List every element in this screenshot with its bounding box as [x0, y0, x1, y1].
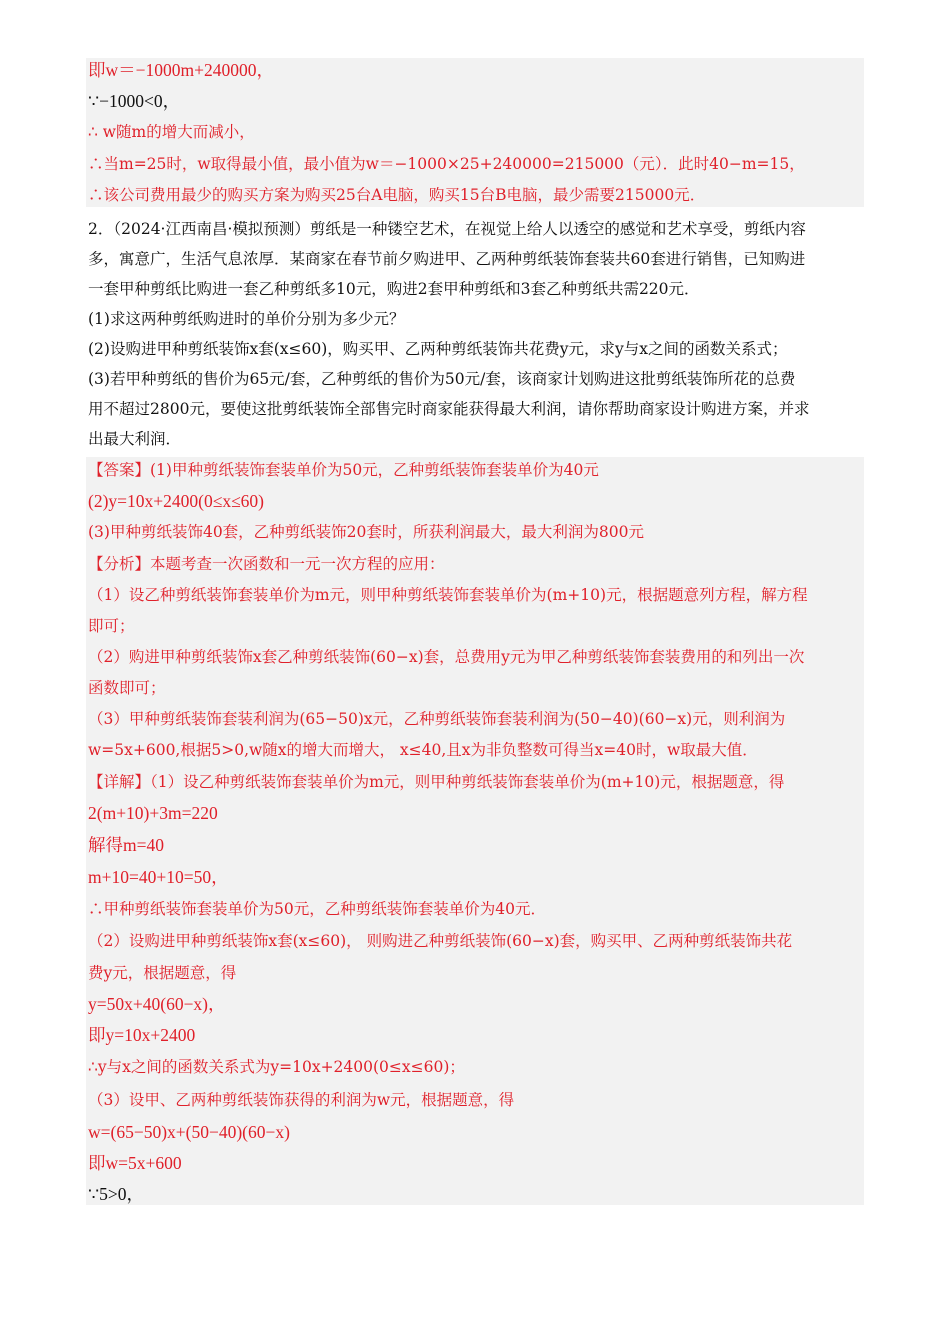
- analysis-line: 函数即可；: [88, 679, 166, 697]
- analysis-line: （1）设乙种剪纸装饰套装单价为m元，则甲种剪纸装饰套装单价为(m+10)元，根据题意列方程，解方程: [88, 586, 808, 604]
- detail-line: 费y元，根据题意，得: [88, 964, 237, 982]
- detail-line: （2）设购进甲种剪纸装饰x套(x≤60)， 则购进乙种剪纸装饰(60−x)套，购买甲、乙两种剪纸装饰共花: [88, 932, 793, 950]
- question-line: (2)设购进甲种剪纸装饰x套(x≤60)，购买甲、乙两种剪纸装饰共花费y元，求y与x之间的函数关系式；: [88, 340, 788, 358]
- question-line: (1)求这两种剪纸购进时的单价分别为多少元？: [88, 310, 405, 328]
- analysis-line: （2）购进甲种剪纸装饰x套乙种剪纸装饰(60−x)套，总费用y元为甲乙种剪纸装饰套装费用的和列出一次: [88, 648, 805, 666]
- detail-line: 解得m=40: [88, 835, 164, 855]
- text-line: ∵−1000<0，: [88, 91, 181, 111]
- detail-line: ∵5>0，: [88, 1184, 145, 1204]
- question-line: 用不超过2800元，要使这批剪纸装饰全部售完时商家能获得最大利润，请你帮助商家设计购进方案，并求: [88, 400, 810, 418]
- answer-line: (3)甲种剪纸装饰40套，乙种剪纸装饰20套时，所获利润最大，最大利润为800元: [88, 523, 644, 541]
- answer-line: 【答案】(1)甲种剪纸装饰套装单价为50元，乙种剪纸装饰套装单价为40元: [88, 461, 599, 479]
- detail-line: （3）设甲、乙两种剪纸装饰获得的利润为w元，根据题意，得: [88, 1091, 515, 1109]
- detail-line: ∴y与x之间的函数关系式为y=10x+2400(0≤x≤60)；: [88, 1058, 465, 1076]
- text-line: 即w＝−1000m+240000，: [88, 60, 274, 80]
- analysis-line: 【分析】本题考查一次函数和一元一次方程的应用：: [88, 555, 445, 573]
- analysis-line: （3）甲种剪纸装饰套装利润为(65−50)x元，乙种剪纸装饰套装利润为(50−40)(60−x)元，则利润为: [88, 710, 786, 728]
- detail-line: y=50x+40(60−x)，: [88, 994, 226, 1014]
- question-line: 2．（2024·江西南昌·模拟预测）剪纸是一种镂空艺术，在视觉上给人以透空的感觉和艺术享受，剪纸内容: [88, 220, 806, 238]
- detail-line: 即y=10x+2400: [88, 1025, 196, 1045]
- question-line: 多，寓意广，生活气息浓厚．某商家在春节前夕购进甲、乙两种剪纸装饰套装共60套进行销售，已知购进: [88, 250, 806, 268]
- detail-line: 2(m+10)+3m=220: [88, 803, 218, 823]
- question-line: 一套甲种剪纸比购进一套乙种剪纸多10元，购进2套甲种剪纸和3套乙种剪纸共需220元．: [88, 280, 700, 298]
- detail-line: ∴甲种剪纸装饰套装单价为50元，乙种剪纸装饰套装单价为40元．: [88, 900, 546, 918]
- question-line: (3)若甲种剪纸的售价为65元/套，乙种剪纸的售价为50元/套，该商家计划购进这批剪纸装饰所花的总费: [88, 370, 796, 388]
- analysis-line: 即可；: [88, 617, 135, 635]
- detail-line: 【详解】（1）设乙种剪纸装饰套装单价为m元，则甲种剪纸装饰套装单价为(m+10)元，根据题意，得: [88, 773, 785, 791]
- question-line: 出最大利润．: [88, 430, 182, 448]
- detail-line: w=(65−50)x+(50−40)(60−x): [88, 1122, 290, 1142]
- detail-line: m+10=40+10=50，: [88, 867, 229, 887]
- text-line: ∴该公司费用最少的购买方案为购买25台A电脑，购买15台B电脑，最少需要215000元．: [88, 186, 706, 204]
- detail-line: 即w=5x+600: [88, 1153, 182, 1173]
- text-line: ∴当m=25时，w取得最小值，最小值为w＝−1000×25+240000=215000（元）．此时40−m=15，: [88, 155, 805, 173]
- answer-line: (2)y=10x+2400(0≤x≤60): [88, 491, 265, 511]
- text-line: ∴ w随m的增大而减小，: [88, 123, 255, 141]
- analysis-line: w=5x+600,根据5>0,w随x的增大而增大， x≤40,且x为非负整数可得当x=40时，w取最大值．: [88, 741, 758, 759]
